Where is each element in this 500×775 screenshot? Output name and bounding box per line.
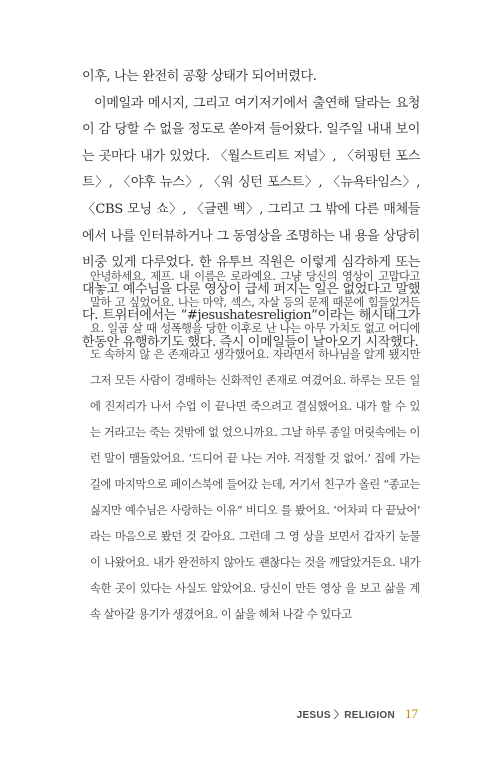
page-number: 17 [405, 706, 418, 721]
text-line: 은 존재라고 생각했어요. 자라면서 하나님을 알게 됐지만 그저 모든 사람이 [90, 348, 420, 387]
text-line: 이 끝나면 죽으려고 결심했어요. 내가 할 수 있는 거라고는 죽는 것밖에 없 [90, 400, 420, 439]
text-line: 당할 수 없을 정도로 쏟아져 들어왔다. 일주일 내내 보이는 곳마다 [82, 122, 421, 164]
text-line: 내가 있었다. 〈월스트리트 저널〉, 〈허핑턴 포스트〉, 〈야후 뉴스〉, 〈워 [82, 148, 420, 191]
text-line: 상을 보면서 갑자기 눈물이 나왔어요. 내가 완전하지 않아도 괜찮다는 것을 [90, 530, 420, 569]
text-line: 밖에 다른 매체들에서 나를 인터뷰하거나 그 동영상을 조명하는 내 [82, 201, 420, 244]
text-line: 안녕하세요, 제프. 내 이름은 로라예요. 그냥 당신의 영상이 고맙다고 말하 [90, 270, 420, 309]
text-line: 는데, 거기서 친구가 올린 “종교는 싫지만 예수님은 사랑하는 이유” 비디오 [90, 478, 420, 517]
text-line: 싱턴 포스트〉, 〈뉴욕타임스〉, 〈CBS 모닝 쇼〉, 〈글렌 벡〉, 그리고 그 [82, 175, 421, 217]
text-line: 이후, 나는 완전히 공황 상태가 되어버렸다. [82, 69, 317, 84]
text-line: 경배하는 신화적인 존재로 여겼어요. 하루는 모든 일에 진저리가 나서 수업 [90, 374, 420, 413]
text-line: 이메일과 메시지, 그리고 여기저기에서 출연해 달라는 요청이 감 [82, 95, 420, 138]
text-line: 을 보고 삶을 계속 살아갈 용기가 생겼어요. 이 삶을 헤쳐 나갈 수 있다고 [90, 582, 420, 621]
text-line: 또는 대놓고 예수님을 다룬 영상이 급세 퍼지는 일은 없었다고 말했 [82, 255, 420, 297]
paragraph-intro [82, 64, 420, 91]
text-line: 나는 거야. 걱정할 것 없어.’ 집에 가는 길에 마지막으로 페이스북에 들어갔 [90, 452, 420, 491]
text-line: 었으니까요. 그날 하루 종일 머릿속에는 이런 말이 맴돌았어요. ‘드디어 끝 [90, 426, 420, 465]
text-line: 깨달았거든요. 내가 속한 곳이 있다는 사실도 알았어요. 당신이 만든 영상 [90, 556, 420, 595]
text-line: 살 때 성폭행을 당한 이후로 난 나는 아무 가치도 없고 어디에도 속하지 않 [90, 322, 420, 361]
text-line: 다. 트위터에서는 “#jesushatesreligion”이라는 해시태그가 한동안 [82, 308, 420, 350]
text-line: 를 봤어요. ‘어차피 다 끝났어’ 라는 마음으로 봤던 것 같아요. 그런데 그 영 [90, 504, 420, 543]
text-line: 유행하기도 했다. 즉시 이메일들이 날아오기 시작했다. [122, 334, 419, 350]
page-footer [297, 706, 418, 722]
text-line: 고 싶었어요. 나는 마약, 섹스, 자살 등의 문제 때문에 힘들었거든요. 일곱 [90, 296, 420, 335]
text-line: 용을 상당히 비중 있게 다루었다. 한 유투브 직원은 이렇게 심각하게 [82, 228, 421, 271]
quoted-email-text [90, 264, 420, 628]
email-paragraph [90, 264, 420, 628]
running-title: JESUS 〉RELIGION [296, 710, 395, 721]
